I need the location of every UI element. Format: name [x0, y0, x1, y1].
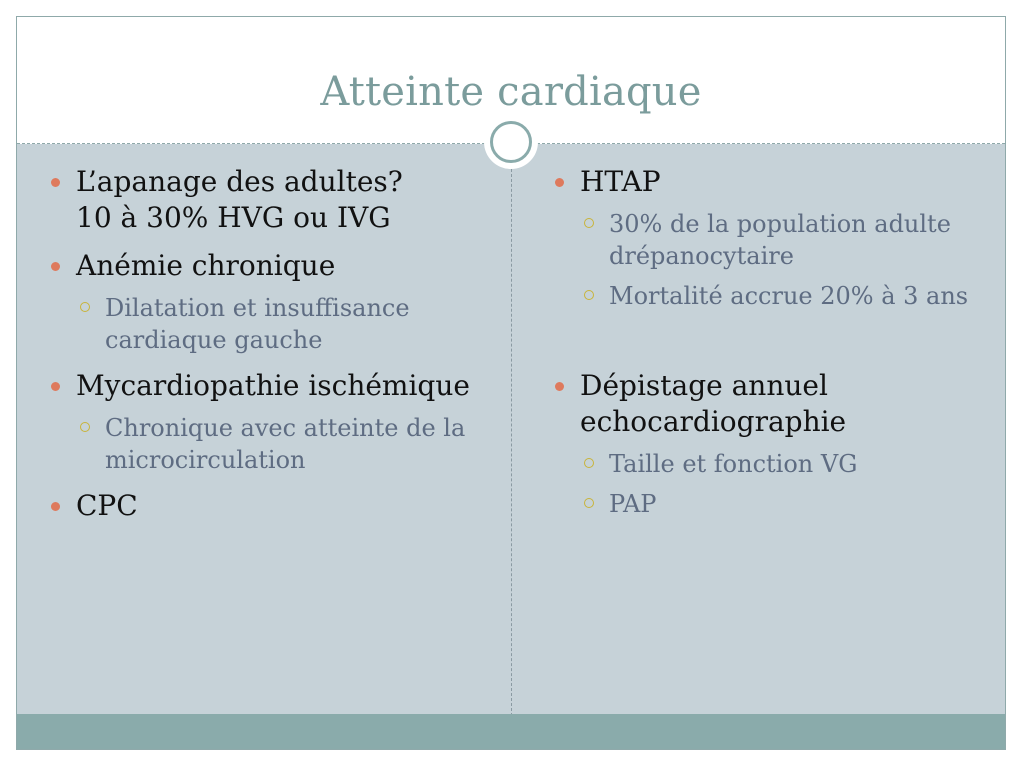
- right-bullet-list: [549, 164, 989, 520]
- slide: [16, 16, 1006, 750]
- slide-title: Atteinte cardiaque: [320, 69, 702, 115]
- left-bullet-list: [45, 164, 495, 524]
- list-item: Mycardiopathie ischémique: [45, 368, 495, 404]
- bullet-text-line1: L’apanage des adultes?: [76, 165, 403, 198]
- spacer: [549, 324, 989, 368]
- right-column: [549, 164, 989, 532]
- sub-list-item: PAP: [549, 488, 989, 520]
- list-item: CPC: [45, 488, 495, 524]
- sub-list-item: Taille et fonction VG: [549, 448, 989, 480]
- sub-list-item: Dilatation et insuffisance cardiaque gauche: [45, 292, 495, 356]
- list-item: HTAP: [549, 164, 989, 200]
- left-column: [45, 164, 495, 536]
- sub-list-item: Chronique avec atteinte de la microcirculation: [45, 412, 495, 476]
- sub-list-item: 30% de la population adulte drépanocytaire: [549, 208, 989, 272]
- circle-ornament-icon: [484, 115, 538, 169]
- list-item: [45, 164, 495, 236]
- column-divider: [511, 144, 512, 716]
- list-item: Anémie chronique: [45, 248, 495, 284]
- bullet-text-line2: 10 à 30% HVG ou IVG: [76, 201, 391, 234]
- list-item: Dépistage annuel echocardiographie: [549, 368, 989, 440]
- sub-list-item: Mortalité accrue 20% à 3 ans: [549, 280, 989, 312]
- footer-bar: [17, 714, 1005, 749]
